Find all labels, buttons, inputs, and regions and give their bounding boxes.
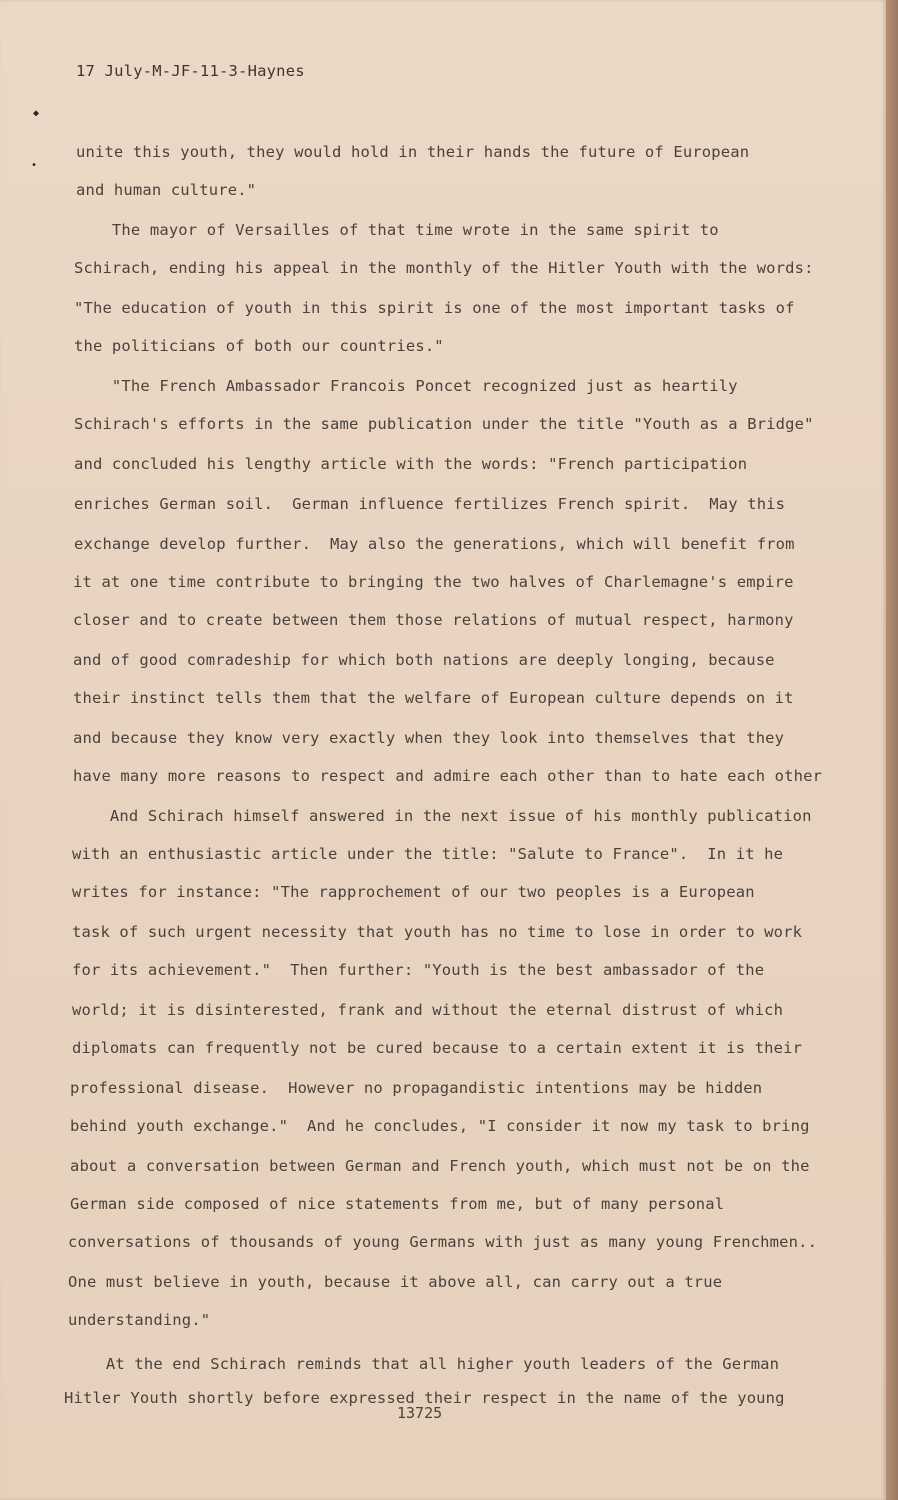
text-line: it at one time contribute to bringing the two halves of Charlemagne's empire	[73, 573, 794, 591]
text-line: One must believe in youth, because it above all, can carry out a true	[68, 1273, 723, 1291]
text-line: diplomats can frequently not be cured because to a certain extent it is their	[72, 1039, 803, 1057]
text-line: task of such urgent necessity that youth has no time to lose in order to work	[72, 923, 803, 941]
text-line: unite this youth, they would hold in their hands the future of European	[76, 143, 750, 161]
text-line: behind youth exchange." And he concludes, "I consider it now my task to bring	[70, 1117, 810, 1135]
margin-mark-top: ◆	[33, 108, 40, 119]
text-line: and of good comradeship for which both nations are deeply longing, because	[73, 651, 775, 669]
text-line: Schirach, ending his appeal in the monthly of the Hitler Youth with the words:	[74, 259, 814, 277]
text-line: enriches German soil. German influence fertilizes French spirit. May this	[74, 495, 786, 513]
margin-mark-lower: •	[31, 160, 38, 171]
text-line: closer and to create between them those relations of mutual respect, harmony	[73, 611, 794, 629]
text-line: have many more reasons to respect and admire each other than to hate each other	[73, 767, 823, 785]
page-header: 17 July-M-JF-11-3-Haynes	[76, 62, 305, 80]
text-line: and because they know very exactly when they look into themselves that they	[73, 729, 785, 747]
text-line: understanding."	[68, 1311, 211, 1329]
text-line: exchange develop further. May also the generations, which will benefit from	[74, 535, 795, 553]
text-line: At the end Schirach reminds that all higher youth leaders of the German	[68, 1355, 780, 1373]
text-line: world; it is disinterested, frank and without the eternal distrust of which	[72, 1001, 784, 1019]
text-line: German side composed of nice statements from me, but of many personal	[70, 1195, 725, 1213]
text-line: professional disease. However no propagandistic intentions may be hidden	[70, 1079, 763, 1097]
text-line: conversations of thousands of young Germans with just as many young Frenchmen..	[68, 1233, 818, 1251]
text-line: their instinct tells them that the welfare of European culture depends on it	[73, 689, 794, 707]
text-line: "The education of youth in this spirit is one of the most important tasks of	[74, 299, 795, 317]
text-line: about a conversation between German and French youth, which must not be on the	[70, 1157, 810, 1175]
text-line: the politicians of both our countries."	[74, 337, 444, 355]
page-number: 13725	[397, 1404, 443, 1422]
text-line: "The French Ambassador Francois Poncet recognized just as heartily	[74, 377, 738, 395]
text-line: The mayor of Versailles of that time wrote in the same spirit to	[74, 221, 719, 239]
text-line: for its achievement." Then further: "Youth is the best ambassador of the	[72, 961, 765, 979]
text-line: and human culture."	[76, 181, 257, 199]
text-line: And Schirach himself answered in the next issue of his monthly publication	[72, 807, 812, 825]
text-line: with an enthusiastic article under the title: "Salute to France". In it he	[72, 845, 784, 863]
text-line: and concluded his lengthy article with the words: "French participation	[74, 455, 748, 473]
text-line: Schirach's efforts in the same publication under the title "Youth as a Bridge"	[74, 415, 814, 433]
text-line: Hitler Youth shortly before expressed their respect in the name of the young	[64, 1389, 785, 1407]
page-edge	[886, 0, 898, 1500]
text-line: writes for instance: "The rapprochement of our two peoples is a European	[72, 883, 755, 901]
